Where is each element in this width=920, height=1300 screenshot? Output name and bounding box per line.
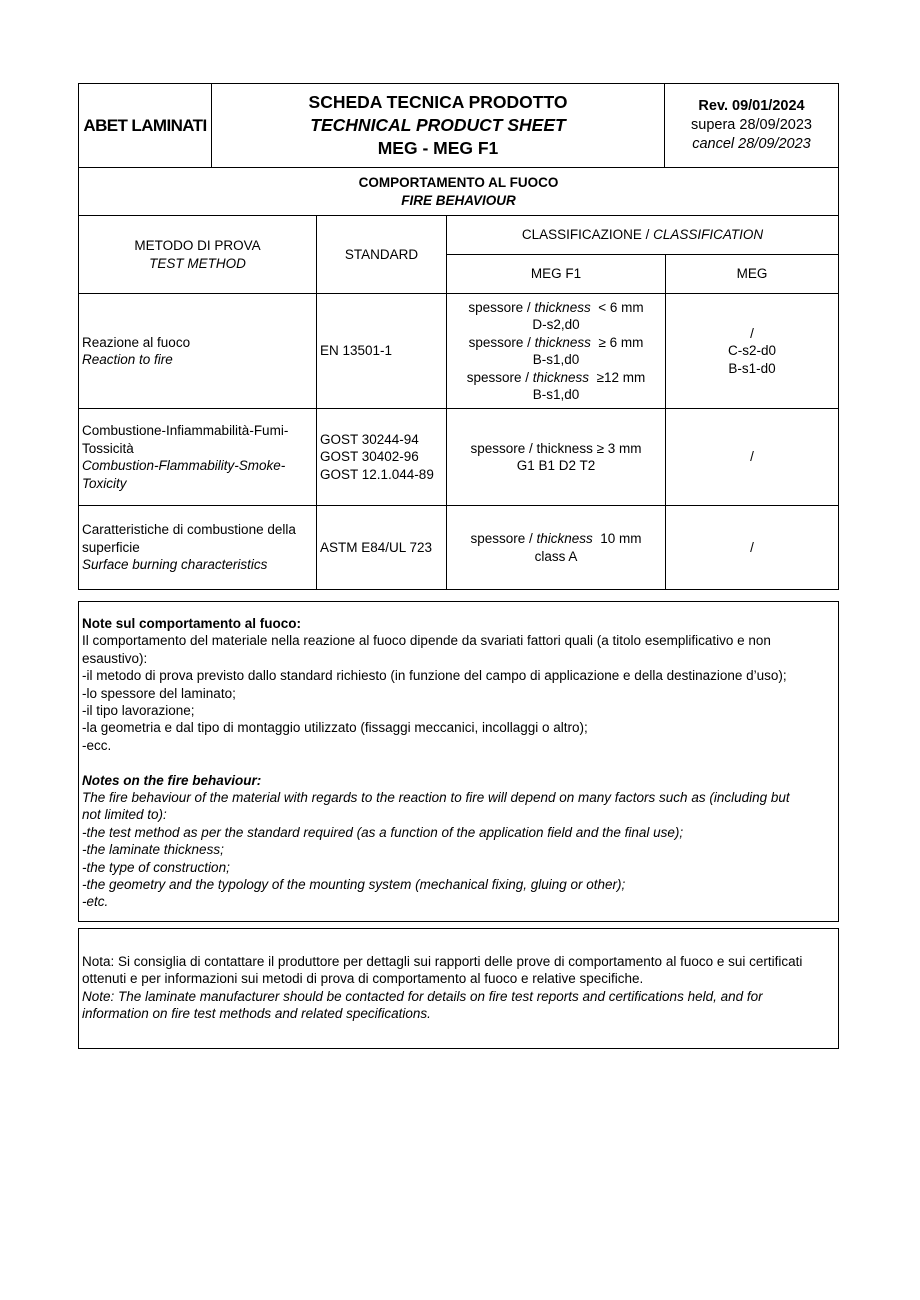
- row1-megf1-b: [469, 334, 644, 352]
- txt: ≥ 6 mm: [590, 334, 644, 350]
- notes-en-line: -etc.: [82, 894, 109, 910]
- col-header-standard: [317, 216, 446, 293]
- col-meg: MEG: [736, 266, 768, 282]
- txt: 10 mm: [592, 531, 642, 546]
- txt: < 6 mm: [590, 299, 644, 315]
- row2-megf1: [447, 409, 665, 505]
- notes-it-line: -il metodo di prova previsto dallo standard richiesto (in funzione del campo di applicazione e della destinazione d’uso);: [82, 668, 787, 684]
- notes-en-line: -the geometry and the typology of the mounting system (mechanical fixing, gluing or other);: [82, 877, 626, 893]
- row3-megf1: [447, 506, 665, 589]
- row3-method-it-1: Caratteristiche di combustione della: [82, 522, 296, 538]
- section-title: [79, 168, 838, 215]
- notes-it-line: -lo spessore del laminato;: [82, 685, 236, 701]
- row1-meg-1: /: [750, 325, 754, 341]
- section-title-en: FIRE BEHAVIOUR: [401, 192, 516, 208]
- logo-text: ABET LAMINATI: [83, 115, 207, 135]
- txt: thickness: [534, 334, 591, 350]
- txt: thickness: [532, 369, 590, 385]
- nota-en-line: Note: The laminate manufacturer should be contacted for details on fire test reports and certifications held, and for: [82, 988, 763, 1004]
- notes-it-line: esaustivo):: [82, 650, 148, 666]
- txt: spessore /: [466, 369, 533, 385]
- row2-standard-2: GOST 30402-96: [320, 449, 419, 465]
- row2-method-it-1: Combustione-Infiammabilità-Fumi-: [82, 423, 289, 438]
- product-name: MEG - MEG F1: [377, 138, 499, 158]
- col-header-classification: [447, 216, 838, 254]
- row1-megf1-c-class: B-s1,d0: [532, 387, 580, 402]
- spacer: [82, 754, 838, 771]
- row2-method-en-1: Combustion-Flammability-Smoke-: [82, 458, 286, 473]
- row1-meg: [666, 294, 838, 408]
- row1-megf1-a-class: D-s2,d0: [532, 317, 580, 332]
- notes-it-line: -ecc.: [82, 737, 112, 753]
- txt: spessore /: [470, 531, 537, 546]
- col-class-it: CLASSIFICAZIONE /: [521, 227, 654, 243]
- row1-method: [79, 294, 316, 408]
- row2-standard-1: GOST 30244-94: [320, 431, 419, 447]
- revision: Rev. 09/01/2024: [698, 98, 805, 114]
- row1-standard-text: EN 13501-1: [320, 343, 393, 359]
- row3-method: [79, 506, 316, 589]
- txt: thickness: [534, 299, 591, 315]
- notes-en-line: -the type of construction;: [82, 859, 230, 875]
- fire-notes-box: [78, 601, 839, 922]
- row2-megf1-1: spessore / thickness ≥ 3 mm: [470, 440, 642, 456]
- notes-en-title: Notes on the fire behaviour:: [82, 772, 262, 788]
- notes-en-line: The fire behaviour of the material with regards to the reaction to fire will depend on many factors such as (including but: [82, 790, 790, 806]
- row2-meg: [666, 409, 838, 505]
- nota-it-line: Nota: Si consiglia di contattare il produttore per dettagli sui rapporti delle prove di comportamento al fuoco e sui certificati: [82, 954, 803, 969]
- row3-meg-text: /: [750, 539, 754, 555]
- cancel: cancel 28/09/2023: [692, 136, 811, 152]
- title-it: SCHEDA TECNICA PRODOTTO: [308, 92, 568, 112]
- contact-note-box: [78, 928, 839, 1049]
- notes-it-line: -il tipo lavorazione;: [82, 703, 195, 719]
- notes-en-line: not limited to):: [82, 807, 167, 823]
- logo-cell: [79, 84, 211, 167]
- nota-it-line: ottenuti e per informazioni sui metodi di prova di comportamento al fuoco e relative specifiche.: [82, 971, 644, 987]
- row3-method-it-2: superficie: [82, 539, 140, 555]
- supersedes: supera 28/09/2023: [691, 117, 812, 133]
- notes-en-line: -the test method as per the standard required (as a function of the application field and the final use);: [82, 824, 684, 840]
- notes-it-title: Note sul comportamento al fuoco:: [82, 616, 302, 631]
- row3-megf1-class: class A: [534, 548, 578, 564]
- row1-megf1-c: [467, 369, 645, 387]
- col-megf1: MEG F1: [530, 266, 582, 282]
- row3-meg: [666, 506, 838, 589]
- row2-method-it-2: Tossicità: [82, 440, 134, 456]
- row3-megf1-1: [470, 530, 641, 548]
- row2-meg-text: /: [750, 449, 754, 465]
- row1-megf1: [447, 294, 665, 408]
- notes-en-line: -the laminate thickness;: [82, 842, 224, 858]
- txt: ≥12 mm: [589, 369, 646, 385]
- col-standard: STANDARD: [344, 246, 419, 262]
- row3-standard: [317, 506, 446, 589]
- txt: spessore /: [468, 299, 535, 315]
- title-cell: [212, 84, 664, 167]
- notes-it-line: -la geometria e dal tipo di montaggio utilizzato (fissaggi meccanici, incollaggi o altro);: [82, 720, 588, 736]
- row2-megf1-2: G1 B1 D2 T2: [516, 458, 596, 473]
- row3-method-en: Surface burning characteristics: [82, 557, 268, 573]
- revision-cell: [665, 84, 838, 167]
- col-method-en: TEST METHOD: [149, 255, 246, 271]
- row1-meg-3: B-s1-d0: [728, 360, 776, 376]
- col-header-method: [79, 216, 316, 293]
- col-class-en: CLASSIFICATION: [653, 227, 764, 243]
- row1-megf1-a: [468, 299, 643, 317]
- row2-method: [79, 409, 316, 505]
- txt: thickness: [536, 531, 593, 546]
- notes-it-line: Il comportamento del materiale nella reazione al fuoco dipende da svariati fattori quali (a titolo esemplificativo e non: [82, 633, 771, 649]
- section-title-it: COMPORTAMENTO AL FUOCO: [358, 175, 559, 190]
- col-header-megf1: [447, 255, 665, 293]
- col-header-meg: [666, 255, 838, 293]
- row1-meg-2: C-s2-d0: [727, 343, 776, 359]
- txt: spessore /: [468, 334, 535, 350]
- col-method-it: METODO DI PROVA: [134, 238, 261, 253]
- nota-en-line: information on fire test methods and related specifications.: [82, 1006, 431, 1022]
- col-classification: [522, 226, 763, 244]
- row2-standard: [317, 409, 446, 505]
- row1-method-it: Reazione al fuoco: [82, 334, 191, 350]
- row3-standard-text: ASTM E84/UL 723: [320, 539, 433, 555]
- row1-standard: [317, 294, 446, 408]
- row2-standard-3: GOST 12.1.044-89: [320, 466, 434, 482]
- title-en: TECHNICAL PRODUCT SHEET: [310, 115, 566, 135]
- row1-method-en: Reaction to fire: [82, 352, 173, 367]
- row2-method-en-2: Toxicity: [82, 475, 127, 491]
- row1-megf1-b-class: B-s1,d0: [532, 352, 580, 367]
